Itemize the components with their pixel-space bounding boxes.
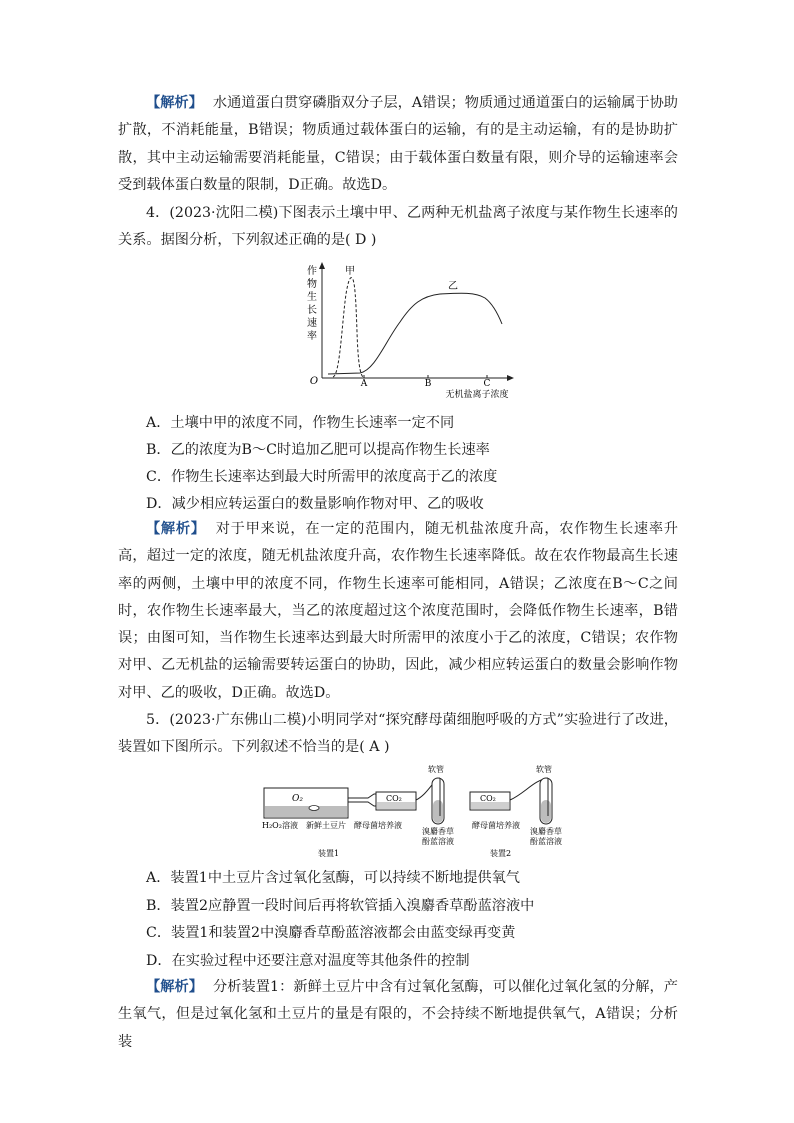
x-axis-label: 无机盐离子浓度 — [445, 390, 509, 400]
tick-label-b: B — [424, 379, 432, 389]
question-4-stem: 4．(2023·沈阳二模)下图表示土壤中甲、乙两种无机盐离子浓度与某作物生长速率的关系。据图分析，下列叙述正确的是( D ) — [118, 205, 678, 249]
btb-label-1a: 溴麝香草 — [422, 827, 454, 836]
series-yi-curve — [328, 293, 502, 374]
h2o2-label: H₂O₂溶液 — [262, 821, 298, 830]
tick-label-a: A — [360, 379, 368, 389]
option-d: D．在实验过程中还要注意对温度等其他条件的控制 — [146, 953, 470, 969]
apparatus-diagram — [258, 764, 578, 862]
device-1-label: 装置1 — [318, 849, 340, 858]
option-a: A．装置1中土豆片含过氧化氢酶，可以持续不断地提供氧气 — [146, 870, 520, 886]
yeast-label-2: 酵母菌培养液 — [472, 821, 520, 830]
growth-rate-chart — [300, 262, 525, 402]
device-2-label: 装置2 — [490, 849, 512, 858]
y-axis-arrow — [319, 262, 325, 269]
connector-tube-1 — [348, 794, 376, 798]
option-b: B．乙的浓度为B～C时追加乙肥可以提高作物生长速率 — [146, 442, 490, 458]
series-yi-label: 乙 — [448, 281, 458, 292]
btb-label-1b: 酚蓝溶液 — [422, 837, 454, 846]
h2o2-liquid — [265, 806, 347, 817]
test-tube-liquid-2 — [541, 800, 551, 823]
btb-label-2b: 酚蓝溶液 — [530, 837, 562, 846]
y-label-char: 物 — [307, 279, 317, 290]
option-d: D．减少相应转运蛋白的数量影响作物对甲、乙的吸收 — [146, 496, 484, 512]
potato-label: 新鲜土豆片 — [306, 821, 346, 830]
tick-label-c: C — [483, 379, 491, 389]
explanation-text: 水通道蛋白贯穿磷脂双分子层，A错误；物质通过通道蛋白的运输属于协助扩散，不消耗能量，B错误；物质通过载体蛋白的运输，有的是主动运输，有的是协助扩散，其中主动运输需要消耗能量，C错误；由于载体蛋白数量有限，则介导的运输速率会受到载体蛋白数量的限制，D正确。故选D。 — [118, 95, 678, 193]
series-jia-label: 甲 — [345, 266, 355, 277]
option-b: B．装置2应静置一段时间后再将软管插入溴麝香草酚蓝溶液中 — [146, 898, 535, 914]
explanation-paragraph-q5 — [118, 974, 678, 1056]
y-label-char: 率 — [307, 331, 317, 342]
o2-label: O₂ — [292, 794, 303, 804]
y-label-char: 速 — [307, 318, 317, 329]
explanation-label: 【解析】 — [146, 979, 203, 995]
question-5-stem: 5．(2023·广东佛山二模)小明同学对“探究酵母菌细胞呼吸的方式”实验进行了改进，装置如下图所示。下列叙述不恰当的是( A ) — [118, 712, 678, 756]
option-c: C．装置1和装置2中溴麝香草酚蓝溶液都会由蓝变绿再变黄 — [146, 925, 516, 941]
explanation-paragraph-q4 — [118, 516, 678, 707]
series-jia-curve — [333, 278, 363, 377]
yeast-liquid-1 — [377, 802, 415, 809]
btb-label-2a: 溴麝香草 — [530, 827, 562, 836]
y-label-char: 长 — [307, 305, 317, 316]
explanation-paragraph-q3 — [118, 90, 678, 199]
option-c: C．作物生长速率达到最大时所需甲的浓度高于乙的浓度 — [146, 469, 498, 485]
explanation-text: 对于甲来说，在一定的范围内，随无机盐浓度升高，农作物生长速率升高，超过一定的浓度，随无机盐浓度升高，农作物生长速率降低。故在农作物最高生长速率的两侧，土壤中甲的浓度不同，作物生长速率可能相同，A错误；乙浓度在B～C之间时，农作物生长速率最大，当乙的浓度超过这个浓度范围时，会降低作物生长速率，B错误；由图可知，当作物生长速率达到最大时所需甲的浓度小于乙的浓度，C错误；农作物对甲、乙无机盐的运输需要转运蛋白的协助，因此，减少相应转运蛋白的数量会影响作物对甲、乙的吸收，D正确。故选D。 — [118, 521, 678, 701]
explanation-text: 分析装置1：新鲜土豆片中含有过氧化氢酶，可以催化过氧化氢的分解，产生氧气，但是过氧化氢和土豆片的量是有限的，不会持续不断地提供氧气，A错误；分析装 — [118, 979, 678, 1050]
co2-label-1: CO₂ — [386, 794, 402, 803]
yeast-label-1: 酵母菌培养液 — [354, 821, 402, 830]
explanation-label: 【解析】 — [146, 521, 206, 537]
yeast-liquid-2 — [471, 802, 509, 809]
tube-label-1: 软管 — [428, 765, 444, 774]
potato-slice — [309, 806, 319, 811]
option-a: A．土壤中甲的浓度不同，作物生长速率一定不同 — [146, 415, 455, 431]
origin-label: O — [309, 376, 319, 387]
y-label-char: 作 — [307, 266, 317, 277]
co2-label-2: CO₂ — [480, 794, 496, 803]
y-label-char: 生 — [307, 292, 317, 303]
tube-label-2: 软管 — [536, 765, 552, 774]
connector-tube-1b — [348, 802, 376, 806]
x-axis-arrow — [507, 375, 514, 381]
test-tube-liquid-1 — [433, 800, 443, 823]
explanation-label: 【解析】 — [146, 95, 203, 111]
